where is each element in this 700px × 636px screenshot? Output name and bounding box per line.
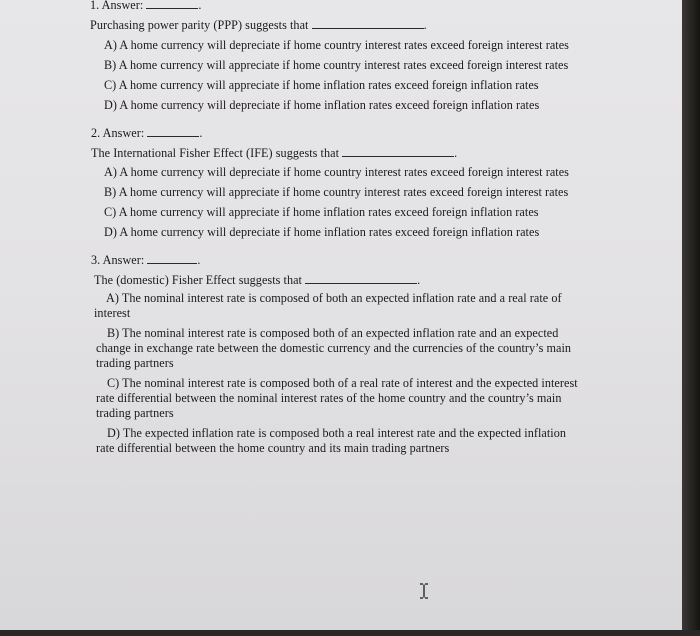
question-stem: The (domestic) Fisher Effect suggests that . — [94, 273, 421, 287]
answer-label: 2. Answer: — [91, 126, 145, 140]
desk-shadow — [682, 0, 700, 636]
option-a[interactable]: A) A home currency will depreciate if home country interest rates exceed foreign interest rates — [104, 165, 569, 179]
answer-blank[interactable] — [146, 0, 198, 9]
option-c[interactable]: C) A home currency will appreciate if home inflation rates exceed foreign inflation rates — [104, 205, 539, 219]
question-stem: The International Fisher Effect (IFE) suggests that . — [91, 146, 458, 160]
stem-blank — [312, 17, 424, 29]
document-page: 1. Answer: . Purchasing power parity (PPP) suggests that . A) A home currency will depreciate if home country interest rates exceed foreign interest rates B) A home currency will appreciate if home country interest rates exceed foreign interest rates C) A home currency will appreciate if home inflation rates exceed foreign inflation rates D) A home currency will depreciate if home inflation rates exceed foreign inflation rates 2. Answer: . The International Fisher Effect (IFE) suggests that . A) A home currency will depreciate if home country interest rates exceed foreign interest rates B) A home currency will appreciate if home country interest rates exceed foreign interest rates C) A home currency will appreciate if home inflation rates exceed foreign inflation rates D) A home currency will depreciate if home inflation rates exceed foreign inflation rates 3. Answer: . The (domestic) Fisher Effect suggests that . A) The nominal interest rate is composed of both an expected inflation rate and a real rate of interest B) The nominal interest rate is composed both of an expected inflation rate and an expected change in exchange rate between the domestic currency and the currencies of the country’s main trading partners C) The nominal interest rate is composed both of a real rate of interest and the expected interest rate differential between the nominal interest rates of the home country and the country’s main trading partners D) The expected inflation rate is composed both a real interest rate and the expected inflation rate differential between the home country and its main trading partners — [0, 0, 684, 632]
stem-blank — [342, 145, 454, 157]
answer-line-3: 3. Answer: . — [91, 253, 201, 267]
answer-label: 1. Answer: — [90, 0, 144, 12]
option-b[interactable]: B) A home currency will appreciate if home country interest rates exceed foreign interest rates — [104, 185, 569, 199]
option-d[interactable]: D) A home currency will depreciate if home inflation rates exceed foreign inflation rates — [104, 98, 540, 112]
text-cursor-icon — [418, 583, 430, 599]
option-b[interactable]: B) A home currency will appreciate if home country interest rates exceed foreign interest rates — [104, 58, 569, 72]
answer-blank[interactable] — [147, 125, 199, 137]
answer-label: 3. Answer: — [91, 253, 145, 267]
stem-blank — [305, 272, 417, 284]
question-stem: Purchasing power parity (PPP) suggests that . — [90, 18, 427, 32]
answer-blank[interactable] — [147, 252, 197, 264]
answer-line-1: 1. Answer: . — [90, 0, 202, 12]
option-c[interactable]: C) A home currency will appreciate if home inflation rates exceed foreign inflation rates — [104, 78, 539, 92]
option-a[interactable]: A) A home currency will depreciate if home country interest rates exceed foreign interest rates — [104, 38, 569, 52]
option-d[interactable]: D) A home currency will depreciate if home inflation rates exceed foreign inflation rates — [104, 225, 540, 239]
answer-line-2: 2. Answer: . — [91, 126, 203, 140]
page-bottom-edge — [0, 630, 700, 636]
